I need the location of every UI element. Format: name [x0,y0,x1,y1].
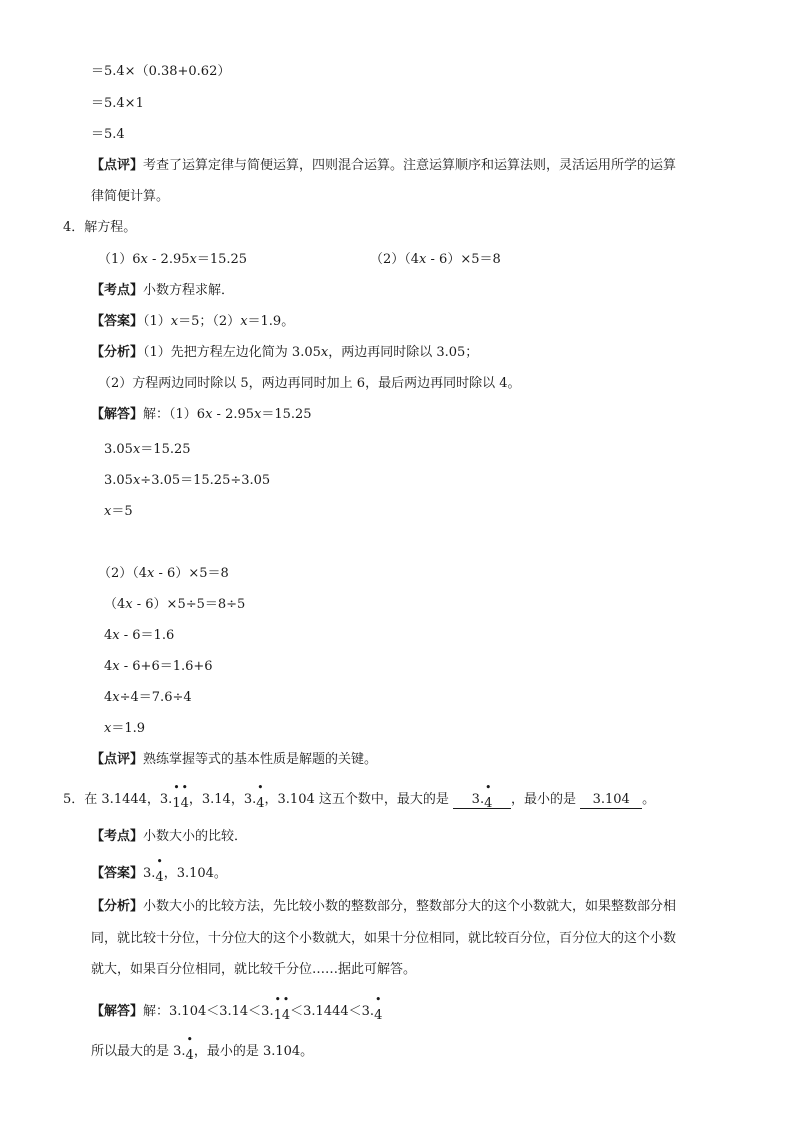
q4-part2-step-3: 4x - 6+6＝1.6+6 [104,659,213,674]
q4-part2-head: （2）（4x - 6）×5＝8 [98,566,229,581]
q4-number: 4． [63,220,85,235]
q4-analysis-2: （2）方程两边同时除以 5，两边再同时加上 6，最后两边再同时除以 4。 [98,376,521,391]
kaodian-tag: 【考点】 [91,283,144,298]
q4-solution-head: 【解答】解：（1）6x - 2.95x＝15.25 [91,407,312,422]
review-line-2: 律简便计算。 [91,189,170,204]
q4-part2-step-2: 4x - 6＝1.6 [104,628,175,643]
solution-tag: 【解答】 [91,1004,144,1019]
q5-analysis-3: 就大，如果百分位相同，就比较千分位……据此可解答。 [91,962,417,977]
q5-analysis-2: 同，就比较十分位，十分位大的这个小数就大，如果十分位相同，就比较百分位，百分位大的这个小数 [91,931,677,946]
repeating-digit: • 4 [256,781,265,811]
analysis-tag: 【分析】 [91,345,144,360]
q4-problem-2: （2）（4x - 6）×5＝8 [370,252,501,267]
q4-analysis-1: 【分析】（1）先把方程左边化简为 3.05x，两边再同时除以 3.05； [91,345,479,360]
q4-title [63,220,136,236]
repeating-digit: • 4 [281,993,291,1023]
q5-answer: 【答案】3. • 4，3.104。 [91,855,227,885]
q4-review: 【点评】熟练掌握等式的基本性质是解题的关键。 [91,752,378,767]
q4-step-1: 3.05x＝15.25 [104,442,191,457]
review-line-1 [91,158,676,174]
q5-number: 5． [63,792,85,807]
answer-tag: 【答案】 [91,314,144,329]
answer-tag: 【答案】 [91,866,144,881]
analysis-tag: 【分析】 [91,899,144,914]
kaodian-tag: 【考点】 [91,829,144,844]
q5-kaodian: 【考点】小数大小的比较． [91,829,248,844]
calc-line-1: ＝5.4×（0.38+0.62） [91,64,231,79]
repeating-digit: • 4 [155,855,164,885]
repeating-digit: • 1 [172,781,181,811]
q5-solution: 【解答】解：3.104＜3.14＜3. • 1 • 4＜3.1444＜3. • 4 [91,993,383,1023]
answer-blank-max: 3. • 4 [453,792,511,809]
solution-tag: 【解答】 [91,407,144,422]
review-text: 考查了运算定律与简便运算，四则混合运算。注意运算顺序和运算法则，灵活运用所学的运算 [143,158,677,173]
q4-kaodian: 【考点】小数方程求解． [91,283,235,298]
q4-step-2: 3.05x÷3.05＝15.25÷3.05 [104,473,271,488]
answer-blank-min: 3.104 [580,792,642,809]
q4-part2-step-4: 4x÷4＝7.6÷4 [104,690,192,705]
q4-step-3: x＝5 [104,504,133,519]
repeating-digit: • 4 [180,781,189,811]
q4-part2-step-5: x＝1.9 [104,721,146,736]
repeating-digit: • 4 [185,1033,194,1063]
calc-line-2: ＝5.4×1 [91,96,144,111]
q5-analysis-1: 【分析】小数大小的比较方法，先比较小数的整数部分，整数部分大的这个小数就大，如果整数部分相 [91,899,677,914]
calc-line-3: ＝5.4 [91,127,125,142]
review-tag: 【点评】 [91,158,144,173]
q5-final: 所以最大的是 3. • 4，最小的是 3.104。 [91,1033,314,1063]
q4-title-text: 解方程。 [84,220,137,235]
repeating-digit: • 1 [273,993,282,1023]
q5-question: 5．在 3.1444，3. • 1 • 4，3.14，3. • 4，3.104 这五个数中，最大的是 3. • 4 ，最小的是 3.104 。 [63,781,656,811]
q4-answer: 【答案】（1）x＝5；（2）x＝1.9。 [91,314,295,329]
q4-part2-step-1: （4x - 6）×5÷5＝8÷5 [104,597,246,612]
review-tag: 【点评】 [91,752,144,767]
q4-problem-1: （1）6x - 2.95x＝15.25 [98,252,248,267]
repeating-digit: • 4 [374,993,383,1023]
